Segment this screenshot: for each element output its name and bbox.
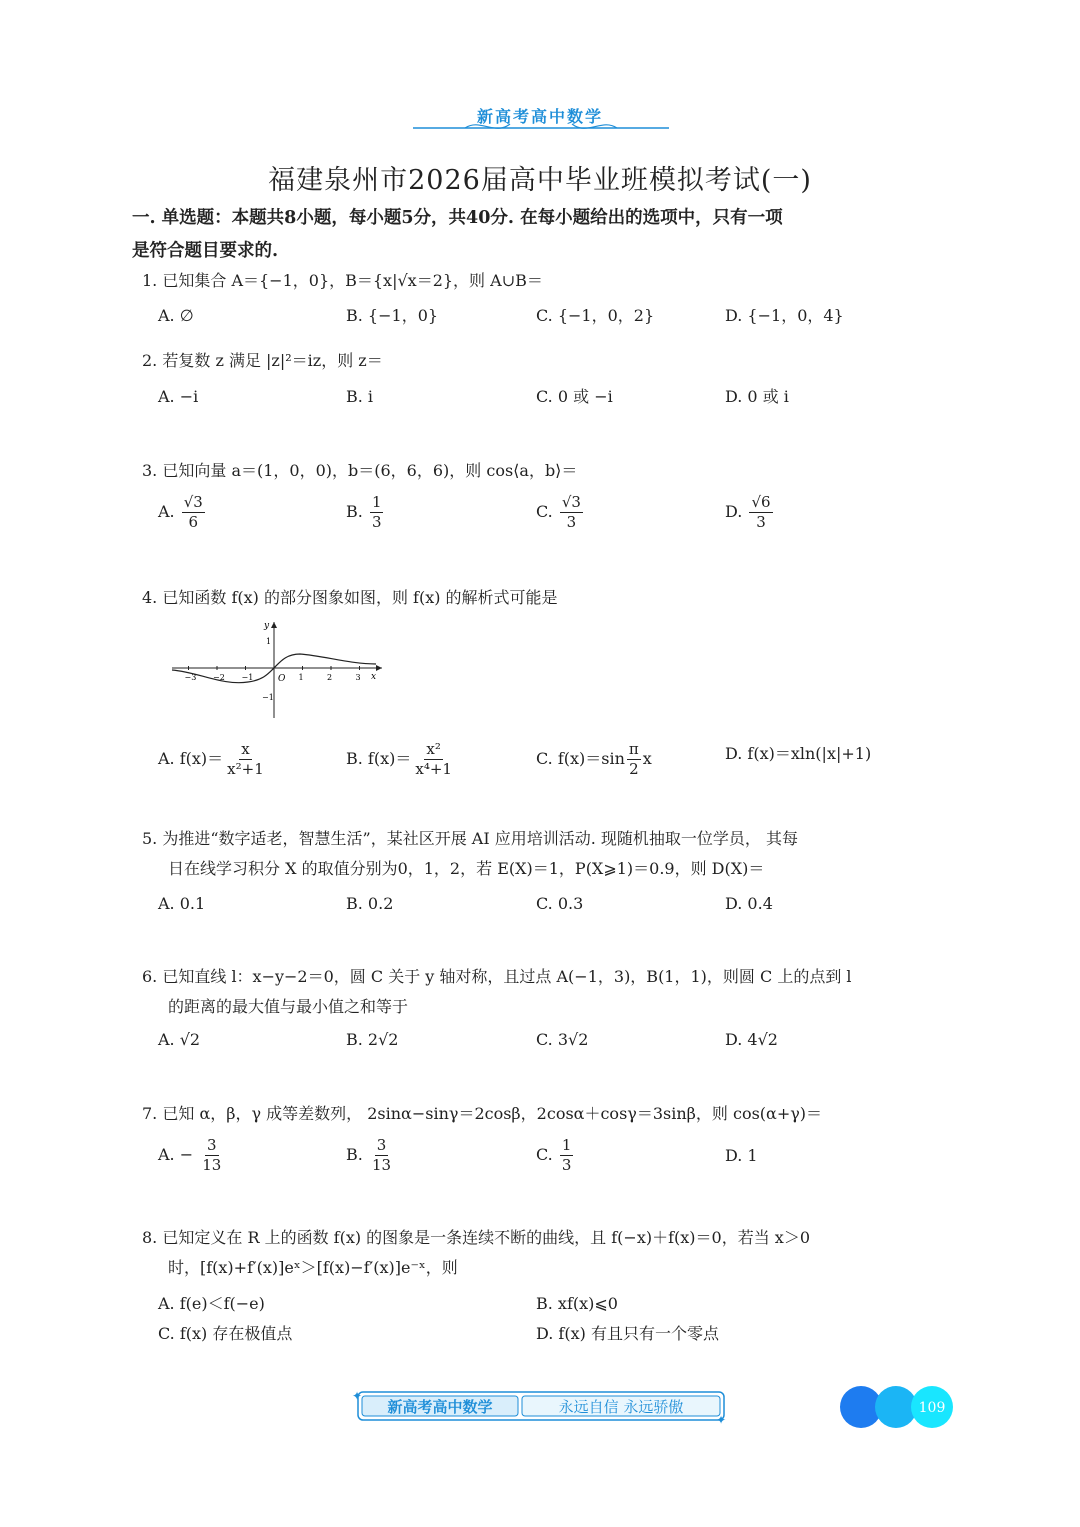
q6-option-d: D. 4√2 [725,1030,778,1049]
q6-option-c: C. 3√2 [536,1030,589,1049]
q7-b-numerator: 3 [376,1136,387,1154]
q6-option-a: A. √2 [158,1030,201,1049]
q1-option-b: B. {−1，0} [346,306,439,325]
q3-b-label: B. [346,502,363,521]
x-tick-label: 3 [355,673,361,682]
q7-a-fraction [200,1136,223,1175]
section-line-1: 一. 单选题：本题共8小题，每小题5分，共40分. 在每小题给出的选项中，只有一项 [132,208,783,228]
q7-a-label: A. − [158,1145,194,1164]
q3-option-a [158,493,207,532]
q5-option-c: C. 0.3 [536,894,584,913]
q2-stem: 2. 若复数 z 满足 |z|²＝iz，则 z＝ [142,351,383,370]
q7-c-numerator: 1 [561,1136,572,1154]
q1-stem: 1. 已知集合 A＝{−1，0}，B＝{x|√x＝2}，则 A∪B＝ [142,271,543,290]
q1-option-c: C. {−1，0，2} [536,306,655,325]
q3-c-numerator: √3 [561,493,581,511]
graph-y-label: y [264,621,270,631]
graph-y-tick-minus-1: −1 [262,693,274,702]
x-tick-label: −1 [241,673,254,682]
section-line-2: 是符合题目要求的. [132,241,279,261]
q1-option-a: A. ∅ [158,306,194,325]
exam-title: 福建泉州市2026届高中毕业班模拟考试(一) [268,165,812,196]
page-number-badge [838,1384,958,1430]
x-tick-label: −3 [184,673,197,682]
q5-option-a: A. 0.1 [158,894,206,913]
q3-d-label: D. [725,502,743,521]
q4-a-numerator: x [241,740,250,758]
q7-a-denominator: 13 [202,1156,222,1174]
q3-d-numerator: √6 [751,493,771,511]
q4-option-a [158,740,268,779]
q5-stem-line-2: 日在线学习积分 X 的取值分别为0，1，2，若 E(X)＝1，P(X⩾1)＝0.9，则 D(X)＝ [168,859,765,878]
q4-b-denominator: x⁴+1 [415,760,452,778]
q7-b-fraction [370,1136,393,1175]
footer-slogan: 永远自信 永远骄傲 [558,1398,684,1416]
q4-c-prefix: C. f(x)＝sin [536,749,625,768]
q7-stem: 7. 已知 α，β，γ 成等差数列， 2sinα−sinγ＝2cosβ，2cosα＋cosγ＝3sinβ，则 cos(α+γ)＝ [142,1104,823,1123]
q8-option-a: A. f(e)＜f(−e) [158,1294,265,1313]
q4-a-prefix: A. f(x)＝ [158,749,224,768]
q4-c-denominator: 2 [629,760,639,778]
q8-option-d: D. f(x) 有且只有一个零点 [536,1324,719,1343]
q3-b-fraction [370,493,384,532]
x-tick-label: −2 [213,673,225,682]
header-ornament [405,96,677,136]
q8-stem-line-2: 时，[f(x)+f′(x)]eˣ＞[f(x)−f′(x)]e⁻ˣ，则 [168,1258,458,1277]
q7-b-label: B. [346,1145,363,1164]
section-heading [132,202,962,268]
q6-stem [142,964,962,1020]
header-brand: 新高考高中数学 [476,107,603,126]
q7-option-d: D. 1 [725,1146,758,1165]
star-icon: ✦ [716,1413,727,1426]
y-axis-arrow-icon [271,622,277,628]
q7-option-c [536,1136,575,1175]
q4-b-numerator: x² [426,740,441,758]
q3-d-fraction [749,493,772,532]
page-number: 109 [918,1400,946,1416]
q3-c-fraction [560,493,583,532]
badge-circle-2 [875,1386,917,1428]
q5-stem [142,826,962,882]
q4-a-fraction [225,740,266,779]
q5-option-b: B. 0.2 [346,894,394,913]
q4-c-numerator: π [628,740,639,758]
q3-stem: 3. 已知向量 a＝(1，0，0)，b＝(6，6，6)，则 cos⟨a，b⟩＝ [142,461,578,480]
q4-b-prefix: B. f(x)＝ [346,749,412,768]
q7-option-a [158,1136,225,1175]
q3-b-denominator: 3 [371,513,382,531]
q3-option-d [725,493,775,532]
star-icon: ✦ [352,1389,363,1403]
footer-brand: 新高考高中数学 [387,1398,493,1416]
q6-stem-line-2: 的距离的最大值与最小值之和等于 [168,997,409,1016]
q5-stem-line-1: 5. 为推进“数字适老，智慧生活”，某社区开展 AI 应用培训活动. 现随机抽取一位学员， 其每 [142,829,799,848]
q7-c-denominator: 3 [561,1156,572,1174]
q4-option-c [536,740,652,779]
q7-c-fraction [560,1136,574,1175]
q2-option-d: D. 0 或 i [725,387,789,406]
q3-b-numerator: 1 [371,493,382,511]
x-tick-label: 1 [298,673,304,682]
q4-c-suffix: x [642,749,652,768]
q3-d-denominator: 3 [756,513,766,531]
q8-stem-line-1: 8. 已知定义在 R 上的函数 f(x) 的图象是一条连续不断的曲线，且 f(−x)＋f(x)＝0，若当 x＞0 [142,1228,810,1247]
q4-b-fraction [413,740,454,779]
graph-x-label: x [371,672,377,682]
q7-a-numerator: 3 [207,1136,217,1154]
q1-option-d: D. {−1，0，4} [725,306,844,325]
q4-option-d: D. f(x)＝xln(|x|+1) [725,744,872,763]
q7-c-label: C. [536,1145,553,1164]
q6-option-b: B. 2√2 [346,1030,399,1049]
q8-option-b: B. xf(x)⩽0 [536,1294,618,1313]
q8-stem [142,1225,962,1281]
q7-option-b [346,1136,395,1175]
q8-option-c: C. f(x) 存在极值点 [158,1324,293,1343]
q4-function-graph [168,618,388,722]
q7-b-denominator: 13 [371,1156,392,1174]
x-axis-arrow-icon [376,665,382,671]
x-tick-label: 2 [327,673,333,682]
q4-a-denominator: x²+1 [227,760,264,778]
q4-c-fraction [627,740,641,779]
q2-option-a: A. −i [158,387,199,406]
q5-option-d: D. 0.4 [725,894,773,913]
graph-origin-label: O [278,674,286,684]
q4-stem: 4. 已知函数 f(x) 的部分图象如图，则 f(x) 的解析式可能是 [142,588,558,607]
q3-a-fraction [182,493,205,532]
q3-option-c [536,493,585,532]
q3-a-numerator: √3 [183,493,203,511]
footer-banner [348,1386,734,1426]
q2-option-b: B. i [346,387,374,406]
q4-option-b [346,740,456,779]
q3-a-label: A. [158,502,175,521]
q3-option-b [346,493,385,532]
q2-option-c: C. 0 或 −i [536,387,613,406]
q3-c-denominator: 3 [566,513,577,531]
q3-a-denominator: 6 [188,513,199,531]
graph-y-tick-1: 1 [266,637,272,646]
q6-stem-line-1: 6. 已知直线 l：x−y−2＝0，圆 C 关于 y 轴对称，且过点 A(−1，3)，B(1，1)，则圆 C 上的点到 l [142,967,852,986]
q3-c-label: C. [536,502,553,521]
